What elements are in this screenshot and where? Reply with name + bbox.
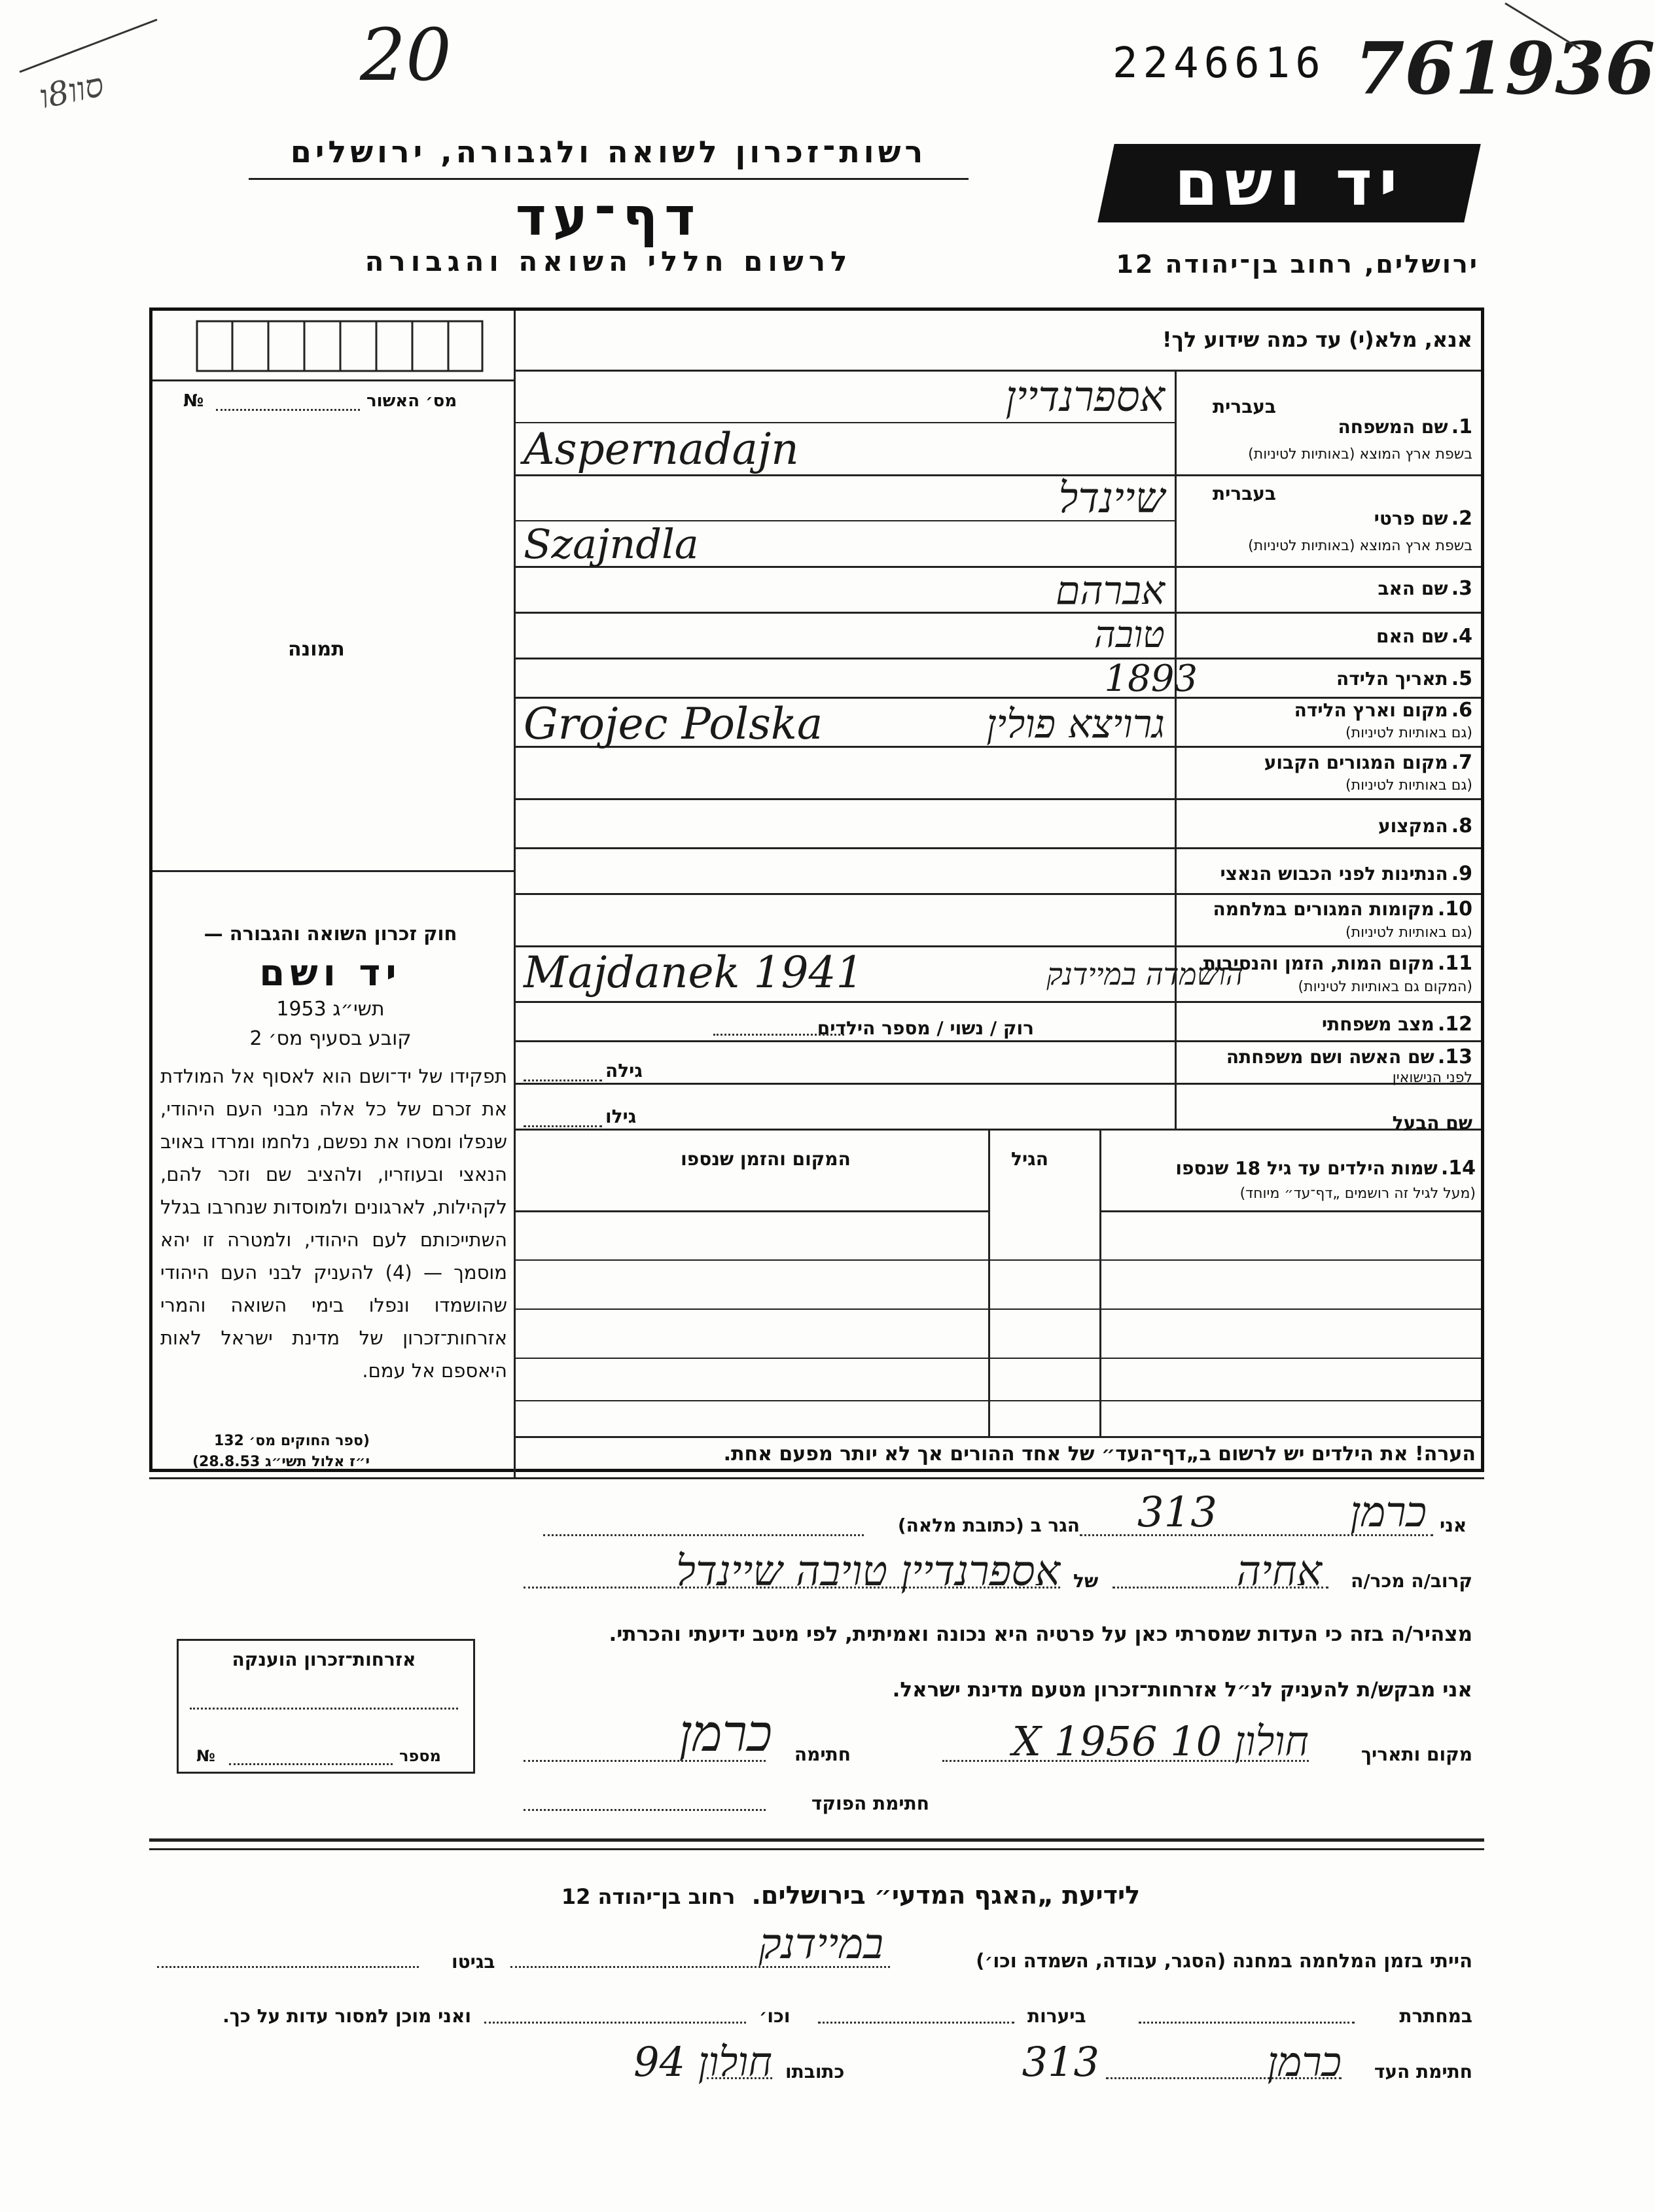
- citizenship-number-label: מספר: [399, 1747, 441, 1765]
- field-4-value[interactable]: טובה: [1094, 614, 1165, 656]
- field-1-label: [1184, 415, 1472, 438]
- field-8-label: [1184, 815, 1472, 837]
- law-title: חוק זכרון השואה והגבורה —: [204, 922, 457, 945]
- ready-label: ואני מוכן למסור עדות על כך.: [222, 2005, 471, 2027]
- field-5-label: [1184, 667, 1472, 690]
- camp-value[interactable]: במיידנק: [758, 1920, 883, 1969]
- field-8-name: המקצוע: [1378, 815, 1448, 837]
- field-2-value-hebrew[interactable]: שיינדל: [1058, 474, 1165, 523]
- law-reference-1: (ספר החוקים מס׳ 132: [213, 1433, 370, 1449]
- field-12-label: [1184, 1013, 1472, 1036]
- field-3-name: שם האב: [1378, 578, 1448, 599]
- signature-label: חתימה: [794, 1744, 851, 1765]
- witness-address-label: כתובתו: [785, 2061, 845, 2082]
- approval-boxes: [196, 321, 484, 373]
- children-age-header: הגיל: [1011, 1148, 1048, 1170]
- field-10-name: מקומות המגורים במלחמה: [1213, 898, 1434, 920]
- law-text: תפקידו של יד־ושם הוא לאסוף אל המולדת את זכרם של כל אלה מבני העם היהודי, שנפלו ומסרו את נפשם, נלחמו ומרדו באויב הנאצי ובעוזריו, ולהציב שם וזכר להם, לקהילות, לארגונים ולמוסדות שנחרבו בגלל השתייכותם לעם היהודי, ולמטרה זו יהא מוסמך — (4) להעניק לבני העם היהודי שהושמדו ונפלו בימי השואה והמרי אזרחות־זכרון של מדינת ישראל לאות היאספם אל עמם.: [160, 1065, 507, 1382]
- children-number: 14.: [1440, 1157, 1476, 1180]
- field-11-name: מקום המות, הזמן והנסיבות: [1203, 953, 1434, 974]
- field-11-value-hebrew[interactable]: הושמדה במיידנק: [1046, 957, 1243, 992]
- children-place-header: המקום והזמן שנספו: [681, 1148, 851, 1170]
- field-8-number: 8.: [1451, 815, 1472, 837]
- serial-number: 2246616: [1112, 39, 1326, 88]
- logo-text: יד ושם: [1174, 147, 1404, 220]
- corner-diagonal-icon: [1499, 0, 1584, 52]
- field-2-label: [1184, 507, 1472, 530]
- field-2-name: שם פרטי: [1374, 508, 1448, 529]
- field-7-sub: (גם באותיות לטיניות): [1345, 777, 1472, 794]
- citizenship-no-sign: №: [196, 1747, 215, 1765]
- field-13-sub: לפני הנישואין: [1392, 1070, 1472, 1086]
- declaration-text: מצהיר/ה בזה כי העדות שמסרתי כאן על פרטיה היא נכונה ואמיתית, לפי מיטב ידיעתי והכרתי.: [609, 1623, 1472, 1646]
- declarant-relative-value[interactable]: אחיה: [1236, 1547, 1322, 1596]
- declarant-living-value[interactable]: 313: [1137, 1488, 1217, 1537]
- field-6-name: מקום וארץ הלידה: [1294, 699, 1448, 721]
- field-1-tag: בעברית: [1212, 396, 1276, 417]
- top-handwritten-mark: 20: [360, 13, 452, 97]
- top-left-note: סוו8ו: [36, 65, 107, 116]
- etc-label: וכו׳: [759, 2005, 791, 2027]
- field-7-name: מקום המגורים הקבוע: [1264, 752, 1448, 773]
- field-3-value[interactable]: אברהם: [1056, 568, 1165, 614]
- law-year: תשי״ג 1953: [276, 998, 385, 1021]
- witness-signature-label: חתימת העד: [1374, 2061, 1472, 2082]
- signature-value[interactable]: כרמן: [679, 1704, 772, 1763]
- law-name: יד ושם: [259, 952, 402, 994]
- ghetto-label: בגיטו: [452, 1951, 495, 1973]
- hiding-label: במחתרת: [1399, 2005, 1472, 2027]
- wife-age-label: גילה: [605, 1060, 643, 1081]
- field-2-value-latin[interactable]: Szajndla: [524, 520, 699, 568]
- declarant-i-value[interactable]: כרמן: [1350, 1488, 1427, 1537]
- field-9-number: 9.: [1451, 862, 1472, 885]
- approval-number-label: מס׳ האשור: [366, 391, 457, 411]
- children-name: שמות הילדים עד גיל 18 שנספו: [1175, 1157, 1438, 1179]
- field-1-value-hebrew[interactable]: אספרנדיין: [1005, 373, 1165, 421]
- children-sub: (מעל לגיל זה רושמים „דף־עד״ מיוחד): [1239, 1185, 1476, 1202]
- bottom-title-text: לידיעת „האגף המדעי״ בירושלים.: [751, 1881, 1141, 1910]
- field-4-number: 4.: [1451, 625, 1472, 648]
- authority-line: רשות־זכרון לשואה ולגבורה, ירושלים: [290, 134, 927, 169]
- field-2-number: 2.: [1451, 507, 1472, 530]
- children-note: הערה! את הילדים יש לרשום ב„דף־העד״ של אחד ההורים אך לא יותר מפעם אחת.: [723, 1443, 1476, 1466]
- declarant-relative-label: קרוב/ה מכר/ה: [1351, 1570, 1472, 1592]
- field-13-number: 13.: [1437, 1045, 1472, 1068]
- field-7-number: 7.: [1451, 751, 1472, 774]
- field-1-name: שם המשפחה: [1338, 416, 1448, 438]
- declarant-of-value[interactable]: אספרנדיין טויבה שיינדל: [676, 1547, 1060, 1596]
- field-9-name: הנתינות לפני הכבוש הנאצי: [1220, 863, 1448, 885]
- field-9-label: [1184, 862, 1472, 885]
- husband-label: שם הבעל: [1392, 1112, 1472, 1134]
- handwritten-file-number: 761936: [1355, 26, 1655, 111]
- field-4-label: [1184, 625, 1472, 648]
- field-5-name: תאריך הלידה: [1336, 668, 1448, 690]
- field-1-value-latin[interactable]: Aspernadajn: [524, 424, 799, 474]
- field-2-sub: בשפת ארץ המוצא (באותיות לטיניות): [1248, 538, 1472, 554]
- children-label: [1106, 1157, 1476, 1180]
- husband-age-label: גילו: [605, 1106, 637, 1127]
- form-title: דף־עד: [515, 186, 702, 247]
- field-1-sub: בשפת ארץ המוצא (באותיות לטיניות): [1248, 446, 1472, 463]
- field-6-sub: (גם באותיות לטיניות): [1345, 725, 1472, 741]
- camp-label: הייתי בזמן המלחמה במחנה (הסגר, עבודה, השמדה וכו׳): [976, 1950, 1472, 1972]
- witness-signature-value[interactable]: כרמן: [1267, 2038, 1342, 2086]
- field-12-name: מצב משפחתי: [1321, 1013, 1434, 1035]
- field-10-number: 10.: [1437, 898, 1472, 921]
- law-clause: קובע בסעיף מס׳ 2: [249, 1027, 412, 1050]
- law-reference-2: י״ז אלול תשי״ג 28.8.53): [192, 1454, 370, 1470]
- field-5-value[interactable]: 1893: [1104, 658, 1198, 700]
- field-10-label: [1184, 898, 1472, 921]
- photo-label: תמונה: [288, 638, 345, 661]
- field-11-number: 11.: [1437, 952, 1472, 975]
- field-7-label: [1184, 751, 1472, 774]
- field-10-sub: (גם באותיות לטיניות): [1345, 924, 1472, 941]
- field-11-sub: (המקום גם באותיות לטיניות): [1298, 979, 1472, 995]
- declarant-of-label: של: [1073, 1570, 1099, 1592]
- declarant-living-label: הגר ב (כתובת מלאה): [897, 1515, 1080, 1536]
- field-13-name: שם האשה ושם משפחתה: [1226, 1046, 1434, 1068]
- forests-label: ביערות: [1027, 2005, 1086, 2027]
- witness-city-value[interactable]: חולון 94: [633, 2038, 772, 2086]
- request-text: אני מבקש/ת להעניק לנ״ל אזרחות־זכרון מטעם מדינת ישראל.: [892, 1678, 1472, 1702]
- citizenship-title: אזרחות־זכרון הוענקה: [232, 1649, 416, 1670]
- field-5-number: 5.: [1451, 667, 1472, 690]
- form-subtitle: לרשום חללי השואה והגבורה: [365, 245, 853, 277]
- field-2-tag: בעברית: [1212, 483, 1276, 504]
- field-3-label: [1184, 577, 1472, 600]
- field-6-label: [1184, 699, 1472, 722]
- officer-signature-label: חתימת הפוקד: [811, 1793, 929, 1814]
- declarant-i-label: אני: [1440, 1515, 1467, 1536]
- field-12-number: 12.: [1437, 1013, 1472, 1036]
- witness-address-number[interactable]: 313: [1022, 2038, 1099, 2086]
- header-address: ירושלים, רחוב בן־יהודה 12: [1116, 250, 1479, 279]
- corner-stroke-icon: [7, 13, 164, 92]
- place-date-value[interactable]: חולון 10 X 1956: [1012, 1717, 1309, 1765]
- field-6-value-latin[interactable]: Grojec Polska: [524, 699, 823, 749]
- field-6-value-hebrew[interactable]: גרויצא פולין: [986, 701, 1165, 747]
- field-11-value-latin[interactable]: Majdanek 1941: [524, 947, 864, 998]
- bottom-address: רחוב בן־יהודה 12: [561, 1884, 736, 1909]
- field-6-number: 6.: [1451, 699, 1472, 722]
- field-13-label: [1184, 1045, 1472, 1068]
- marital-options: רוק / נשוי / מספר הילדים: [817, 1017, 1034, 1039]
- bottom-title: [458, 1881, 1243, 1910]
- place-date-label: מקום ותאריך: [1361, 1744, 1472, 1765]
- intro-instruction: אנא, מלא(י) עד כמה שידוע לך!: [1162, 327, 1472, 352]
- approval-no-sign: №: [183, 391, 204, 411]
- field-1-number: 1.: [1451, 415, 1472, 438]
- field-4-name: שם האם: [1376, 625, 1448, 647]
- field-3-number: 3.: [1451, 577, 1472, 600]
